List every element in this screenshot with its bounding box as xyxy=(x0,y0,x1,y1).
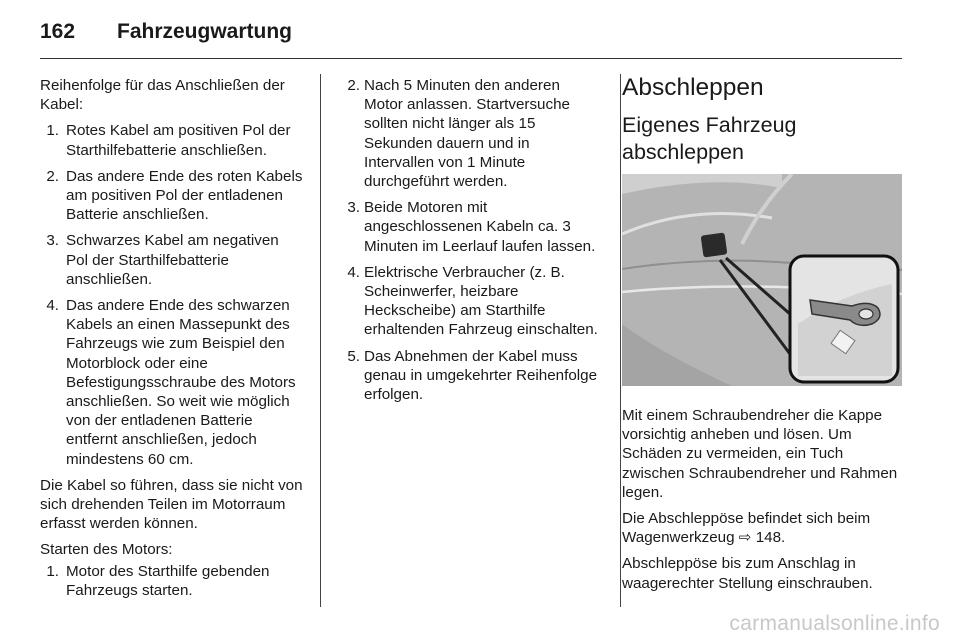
column-divider-1 xyxy=(320,74,321,607)
list-item: 5. Das Abnehmen der Kabel muss genau in umgekehrter Reihenfolge erfolgen. xyxy=(347,347,598,404)
list-item: 3. Beide Motoren mit angeschlossenen Kabeln ca. 3 Minuten im Leerlauf laufen lassen. xyxy=(347,199,596,255)
towing-eye-install-paragraph: Abschleppöse bis zum Anschlag in waagerechter Stellung einschrauben. xyxy=(622,555,873,592)
list-item: 2. Nach 5 Minuten den anderen Motor anlassen. Startversuche sollten nicht länger als 15 Sekunden dauern und in Intervallen von 1 Minute durchgeführt werden. xyxy=(347,77,570,191)
towing-eye-location-paragraph: Die Abschleppöse befindet sich beim Wagenwerkzeug ⇨ 148. xyxy=(622,510,871,547)
connection-steps xyxy=(40,121,304,468)
list-item: 3. Schwarzes Kabel am negativen Pol der Starthilfebatterie anschließen. xyxy=(46,232,279,288)
connection-intro: Reihenfolge für das Anschließen der Kabel: xyxy=(40,77,285,114)
column-2 xyxy=(340,76,602,411)
start-intro: Starten des Motors: xyxy=(40,541,173,559)
page-title: Fahrzeugwartung xyxy=(117,20,293,43)
subsection-heading: Eigenes Fahrzeug abschleppen xyxy=(622,113,797,164)
watermark: carmanualsonline.info xyxy=(729,612,940,635)
cable-routing-paragraph: Die Kabel so führen, dass sie nicht von sich drehenden Teilen im Motorraum erfasst werden können. xyxy=(40,476,303,533)
column-divider-2 xyxy=(620,74,621,607)
column-3 xyxy=(622,76,902,600)
page-header xyxy=(40,18,902,59)
list-item: 2. Das andere Ende des roten Kabels am positiven Pol der entladenen Batterie anschließen. xyxy=(46,167,303,224)
list-item: 4. Elektrische Verbraucher (z. B. Scheinwerfer, heizbare Heckscheibe) am Starthilfe erhaltenden Fahrzeug einschalten. xyxy=(347,263,598,339)
cap-removal-paragraph: Mit einem Schraubendreher die Kappe vorsichtig anheben und lösen. Um Schäden zu vermeiden, ein Tuch zwischen Schraubendreher und Rahmen legen. xyxy=(622,407,898,501)
page-number: 162 xyxy=(40,20,76,43)
bumper-cap-icon xyxy=(622,174,902,386)
section-heading: Abschleppen xyxy=(622,74,764,101)
list-item: 1. Rotes Kabel am positiven Pol der Starthilfebatterie anschließen. xyxy=(46,122,291,159)
towing-eye-illustration xyxy=(622,174,902,386)
start-steps xyxy=(40,562,304,600)
list-item: 4. Das andere Ende des schwarzen Kabels an einen Massepunkt des Fahrzeugs wie zum Beispiel den Motorblock oder eine Befestigungsschraube des Motors anschließen. So weit wie möglich von der entladenen Batterie entfernt anschließen, jedoch mindestens 60 cm. xyxy=(46,297,296,468)
start-steps-continued xyxy=(340,76,602,404)
column-1 xyxy=(40,76,304,607)
list-item: 1. Motor des Starthilfe gebenden Fahrzeugs starten. xyxy=(46,562,270,599)
